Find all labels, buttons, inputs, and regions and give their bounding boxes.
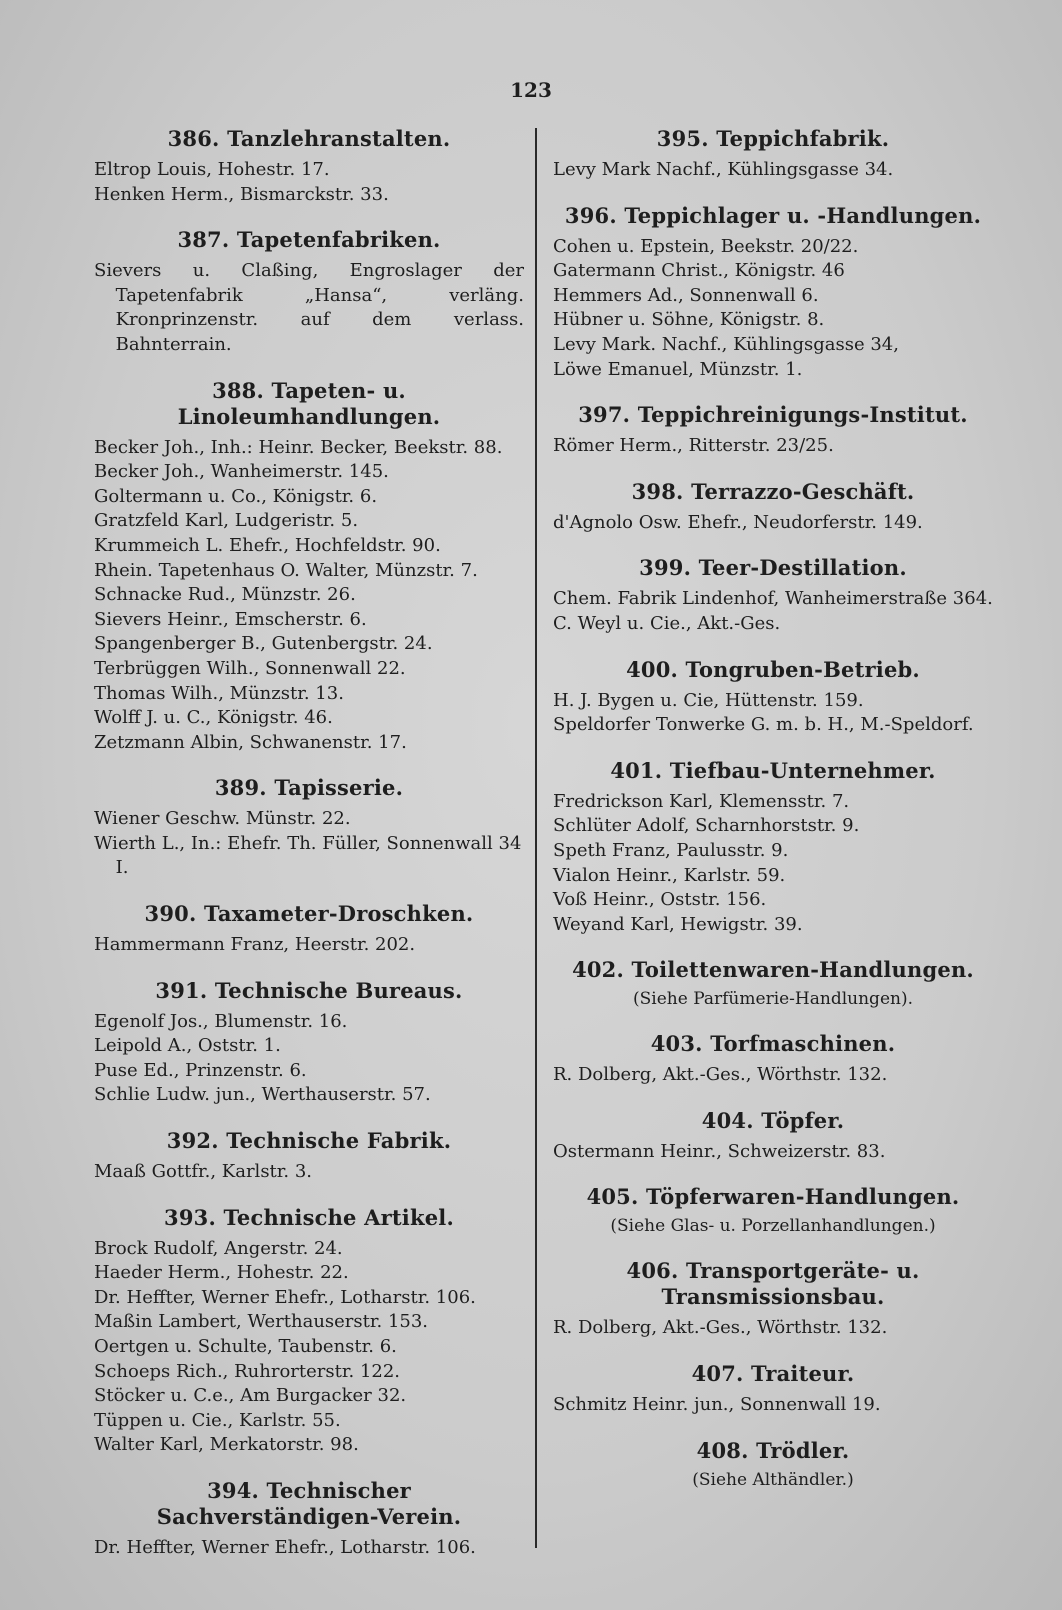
list-entry: Oertgen u. Schulte, Taubenstr. 6. bbox=[94, 1336, 397, 1357]
section-387 bbox=[94, 227, 524, 357]
list-entry: Levy Mark Nachf., Kühlingsgasse 34. bbox=[553, 159, 894, 180]
section-heading: 402. Toilettenwaren-Handlungen. bbox=[572, 957, 974, 983]
list-entry: Dr. Heffter, Werner Ehefr., Lotharstr. 106. bbox=[94, 1536, 476, 1558]
section-391 bbox=[94, 978, 524, 1108]
section-406 bbox=[553, 1258, 993, 1341]
list-entry: Krummeich L. Ehefr., Hochfeldstr. 90. bbox=[94, 534, 441, 556]
list-entry: Gratzfeld Karl, Ludgeristr. 5. bbox=[94, 510, 359, 532]
section-407 bbox=[553, 1361, 993, 1418]
section-386 bbox=[94, 126, 524, 207]
list-entry: Maaß Gottfr., Karlstr. 3. bbox=[94, 1161, 313, 1183]
list-entry: Brock Rudolf, Angerstr. 24. bbox=[94, 1237, 343, 1259]
list-entry: R. Dolberg, Akt.-Ges., Wörthstr. 132. bbox=[553, 1317, 888, 1339]
list-entry: Fredrickson Karl, Klemensstr. 7. bbox=[553, 790, 850, 812]
list-entry: Becker Joh., Inh.: Heinr. Becker, Beekstr. 88. bbox=[94, 436, 503, 458]
list-entry: Puse Ed., Prinzenstr. 6. bbox=[94, 1059, 307, 1081]
section-399 bbox=[553, 555, 993, 636]
cross-reference-note: (Siehe Parfümerie-Handlungen). bbox=[633, 989, 913, 1010]
list-entry: Walter Karl, Merkatorstr. 98. bbox=[94, 1434, 359, 1456]
section-404 bbox=[553, 1108, 993, 1165]
section-heading: 396. Teppichlager u. -Handlungen. bbox=[564, 202, 982, 228]
list-entry: Cohen u. Epstein, Beekstr. 20/22. bbox=[553, 235, 859, 257]
section-394 bbox=[94, 1478, 524, 1561]
list-entry: Schnacke Rud., Münzstr. 26. bbox=[94, 584, 356, 606]
list-entry: Speth Franz, Paulusstr. 9. bbox=[553, 839, 789, 861]
section-398 bbox=[553, 479, 993, 536]
list-entry: Schmitz Heinr. jun., Sonnenwall 19. bbox=[553, 1394, 881, 1416]
list-entry: Speldorfer Tonwerke G. m. b. H., M.-Speldorf. bbox=[553, 714, 974, 736]
section-heading: 408. Trödler. bbox=[696, 1437, 850, 1463]
section-401 bbox=[553, 758, 993, 938]
list-entry: Wierth L., In.: Ehefr. Th. Füller, Sonnenwall 34 I. bbox=[94, 832, 522, 879]
list-entry: Tüppen u. Cie., Karlstr. 55. bbox=[94, 1409, 341, 1431]
list-entry: Leipold A., Oststr. 1. bbox=[94, 1035, 281, 1057]
section-390 bbox=[94, 901, 524, 958]
section-heading: 398. Terrazzo-Geschäft. bbox=[631, 478, 915, 504]
list-entry: Eltrop Louis, Hohestr. 17. bbox=[94, 159, 330, 180]
section-389 bbox=[94, 775, 524, 881]
list-entry: Levy Mark. Nachf., Kühlingsgasse 34, bbox=[553, 333, 899, 355]
list-entry: Terbrüggen Wilh., Sonnenwall 22. bbox=[94, 657, 406, 679]
section-heading: 389. Tapisserie. bbox=[214, 775, 404, 801]
list-entry: Wiener Geschw. Münstr. 22. bbox=[94, 808, 351, 830]
cross-reference-note: (Siehe Glas- u. Porzellanhandlungen.) bbox=[610, 1216, 936, 1237]
list-entry: Hemmers Ad., Sonnenwall 6. bbox=[553, 284, 819, 306]
list-entry: Dr. Heffter, Werner Ehefr., Lotharstr. 106. bbox=[94, 1286, 476, 1308]
cross-reference-note: (Siehe Althändler.) bbox=[692, 1469, 854, 1490]
section-403 bbox=[553, 1031, 993, 1088]
list-entry: Thomas Wilh., Münzstr. 13. bbox=[94, 682, 344, 704]
section-402 bbox=[553, 957, 993, 1011]
list-entry: Weyand Karl, Hewigstr. 39. bbox=[553, 913, 803, 935]
right-column bbox=[553, 126, 993, 1512]
section-heading: 394. Technischer Sachverständigen-Verein. bbox=[156, 1477, 462, 1529]
section-heading: 390. Taxameter-Droschken. bbox=[144, 901, 474, 927]
section-heading: 388. Tapeten- u. Linoleumhandlungen. bbox=[177, 377, 441, 429]
list-entry: Stöcker u. C.e., Am Burgacker 32. bbox=[94, 1385, 407, 1407]
list-entry: Sievers u. Claßing, Engroslager der Tapetenfabrik „Hansa“, verläng. Kronprinzenstr. auf dem verlass. Bahnterrain. bbox=[94, 260, 524, 355]
list-entry: Schlüter Adolf, Scharnhorststr. 9. bbox=[553, 815, 860, 837]
section-392 bbox=[94, 1128, 524, 1185]
section-heading: 387. Tapetenfabriken. bbox=[177, 227, 441, 253]
list-entry: Becker Joh., Wanheimerstr. 145. bbox=[94, 461, 389, 483]
list-entry: Spangenberger B., Gutenbergstr. 24. bbox=[94, 633, 433, 655]
section-heading: 406. Transportgeräte- u. Transmissionsbau. bbox=[626, 1258, 920, 1310]
list-entry: Hübner u. Söhne, Königstr. 8. bbox=[553, 309, 825, 331]
section-396 bbox=[553, 203, 993, 383]
list-entry: Henken Herm., Bismarckstr. 33. bbox=[94, 183, 389, 205]
left-column bbox=[94, 126, 524, 1581]
list-entry: Zetzmann Albin, Schwanenstr. 17. bbox=[94, 731, 407, 753]
section-405 bbox=[553, 1184, 993, 1238]
list-entry: d'Agnolo Osw. Ehefr., Neudorferstr. 149. bbox=[553, 511, 923, 533]
section-heading: 386. Tanzlehranstalten. bbox=[167, 126, 451, 151]
section-heading: 407. Traiteur. bbox=[691, 1361, 855, 1387]
section-heading: 399. Teer-Destillation. bbox=[639, 555, 907, 581]
list-entry: Schlie Ludw. jun., Werthauserstr. 57. bbox=[94, 1084, 431, 1106]
section-400 bbox=[553, 657, 993, 738]
list-entry: Wolff J. u. C., Königstr. 46. bbox=[94, 707, 333, 729]
section-heading: 395. Teppichfabrik. bbox=[656, 126, 890, 151]
section-395 bbox=[553, 126, 993, 183]
list-entry: C. Weyl u. Cie., Akt.-Ges. bbox=[553, 612, 781, 634]
list-entry: Rhein. Tapetenhaus O. Walter, Münzstr. 7. bbox=[94, 559, 478, 581]
section-heading: 393. Technische Artikel. bbox=[164, 1204, 454, 1230]
list-entry: Maßin Lambert, Werthauserstr. 153. bbox=[94, 1311, 429, 1333]
section-heading: 404. Töpfer. bbox=[701, 1107, 845, 1133]
list-entry: Haeder Herm., Hohestr. 22. bbox=[94, 1262, 349, 1284]
list-entry: Goltermann u. Co., Königstr. 6. bbox=[94, 485, 378, 507]
page-number: 123 bbox=[510, 78, 552, 102]
section-397 bbox=[553, 402, 993, 459]
list-entry: Chem. Fabrik Lindenhof, Wanheimerstraße 364. bbox=[553, 588, 993, 610]
list-entry: Löwe Emanuel, Münzstr. 1. bbox=[553, 358, 803, 380]
column-divider bbox=[535, 128, 537, 1548]
list-entry: Schoeps Rich., Ruhrorterstr. 122. bbox=[94, 1360, 401, 1382]
section-heading: 391. Technische Bureaus. bbox=[155, 977, 463, 1003]
list-entry: Römer Herm., Ritterstr. 23/25. bbox=[553, 435, 834, 457]
section-heading: 392. Technische Fabrik. bbox=[166, 1128, 452, 1154]
list-entry: Sievers Heinr., Emscherstr. 6. bbox=[94, 608, 367, 630]
section-heading: 400. Tongruben-Betrieb. bbox=[626, 656, 920, 682]
list-entry: Gatermann Christ., Königstr. 46 bbox=[553, 260, 845, 282]
section-heading: 397. Teppichreinigungs-Institut. bbox=[578, 402, 968, 428]
section-heading: 403. Torfmaschinen. bbox=[650, 1031, 896, 1057]
section-heading: 405. Töpferwaren-Handlungen. bbox=[586, 1184, 960, 1210]
list-entry: Hammermann Franz, Heerstr. 202. bbox=[94, 934, 416, 956]
list-entry: Ostermann Heinr., Schweizerstr. 83. bbox=[553, 1140, 886, 1162]
list-entry: Voß Heinr., Oststr. 156. bbox=[553, 889, 767, 911]
section-393 bbox=[94, 1205, 524, 1458]
section-heading: 401. Tiefbau-Unternehmer. bbox=[610, 757, 936, 783]
list-entry: R. Dolberg, Akt.-Ges., Wörthstr. 132. bbox=[553, 1064, 888, 1086]
list-entry: Egenolf Jos., Blumenstr. 16. bbox=[94, 1010, 348, 1032]
section-408 bbox=[553, 1438, 993, 1492]
section-388 bbox=[94, 378, 524, 756]
list-entry: H. J. Bygen u. Cie, Hüttenstr. 159. bbox=[553, 689, 864, 711]
list-entry: Vialon Heinr., Karlstr. 59. bbox=[553, 864, 786, 886]
